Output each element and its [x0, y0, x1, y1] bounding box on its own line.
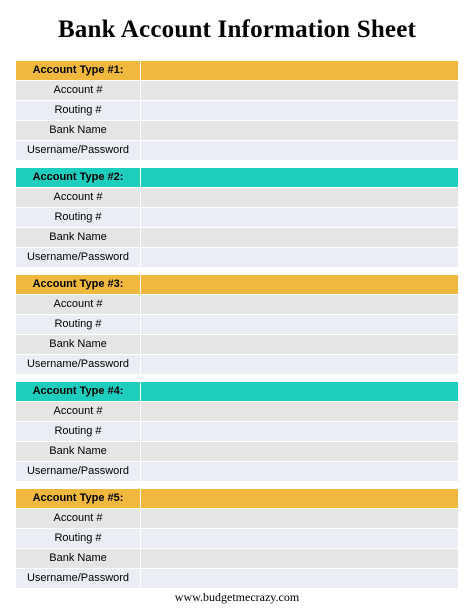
field-label: Bank Name — [16, 228, 140, 247]
page-title: Bank Account Information Sheet — [57, 16, 417, 43]
field-label: Bank Name — [16, 335, 140, 354]
account-type-field[interactable] — [141, 61, 458, 80]
username-password-field[interactable] — [141, 462, 458, 481]
section-header-label: Account Type #1: — [16, 61, 140, 80]
account-type-field[interactable] — [141, 489, 458, 508]
routing-number-field[interactable] — [141, 101, 458, 120]
section-header-label: Account Type #3: — [16, 275, 140, 294]
field-label: Routing # — [16, 315, 140, 334]
section-header-label: Account Type #5: — [16, 489, 140, 508]
field-label: Bank Name — [16, 442, 140, 461]
bank-name-field[interactable] — [141, 228, 458, 247]
section-header-label: Account Type #2: — [16, 168, 140, 187]
section-header — [16, 489, 458, 508]
field-label: Username/Password — [16, 462, 140, 481]
section-header — [16, 275, 458, 294]
account-type-field[interactable] — [141, 275, 458, 294]
username-password-field[interactable] — [141, 569, 458, 588]
account-number-field[interactable] — [141, 295, 458, 314]
account-number-field[interactable] — [141, 509, 458, 528]
username-password-field[interactable] — [141, 248, 458, 267]
field-label: Account # — [16, 81, 140, 100]
bank-name-field[interactable] — [141, 549, 458, 568]
username-password-field[interactable] — [141, 141, 458, 160]
footer-website: www.budgetmecrazy.com — [174, 590, 300, 604]
field-label: Username/Password — [16, 248, 140, 267]
field-label: Routing # — [16, 422, 140, 441]
bank-name-field[interactable] — [141, 335, 458, 354]
field-label: Username/Password — [16, 141, 140, 160]
account-number-field[interactable] — [141, 81, 458, 100]
field-label: Account # — [16, 509, 140, 528]
field-label: Routing # — [16, 529, 140, 548]
field-label: Account # — [16, 402, 140, 421]
routing-number-field[interactable] — [141, 315, 458, 334]
field-label: Bank Name — [16, 549, 140, 568]
bank-name-field[interactable] — [141, 121, 458, 140]
field-label: Routing # — [16, 101, 140, 120]
account-type-field[interactable] — [141, 168, 458, 187]
routing-number-field[interactable] — [141, 422, 458, 441]
field-label: Account # — [16, 188, 140, 207]
field-label: Username/Password — [16, 355, 140, 374]
field-label: Account # — [16, 295, 140, 314]
account-number-field[interactable] — [141, 188, 458, 207]
section-header — [16, 168, 458, 187]
account-section-1 — [16, 61, 458, 160]
account-section-4 — [16, 382, 458, 481]
account-number-field[interactable] — [141, 402, 458, 421]
account-section-2 — [16, 168, 458, 267]
field-label: Bank Name — [16, 121, 140, 140]
account-section-3 — [16, 275, 458, 374]
field-label: Username/Password — [16, 569, 140, 588]
section-header — [16, 61, 458, 80]
routing-number-field[interactable] — [141, 529, 458, 548]
field-label: Routing # — [16, 208, 140, 227]
section-header-label: Account Type #4: — [16, 382, 140, 401]
username-password-field[interactable] — [141, 355, 458, 374]
account-type-field[interactable] — [141, 382, 458, 401]
account-section-5 — [16, 489, 458, 588]
section-header — [16, 382, 458, 401]
bank-name-field[interactable] — [141, 442, 458, 461]
routing-number-field[interactable] — [141, 208, 458, 227]
